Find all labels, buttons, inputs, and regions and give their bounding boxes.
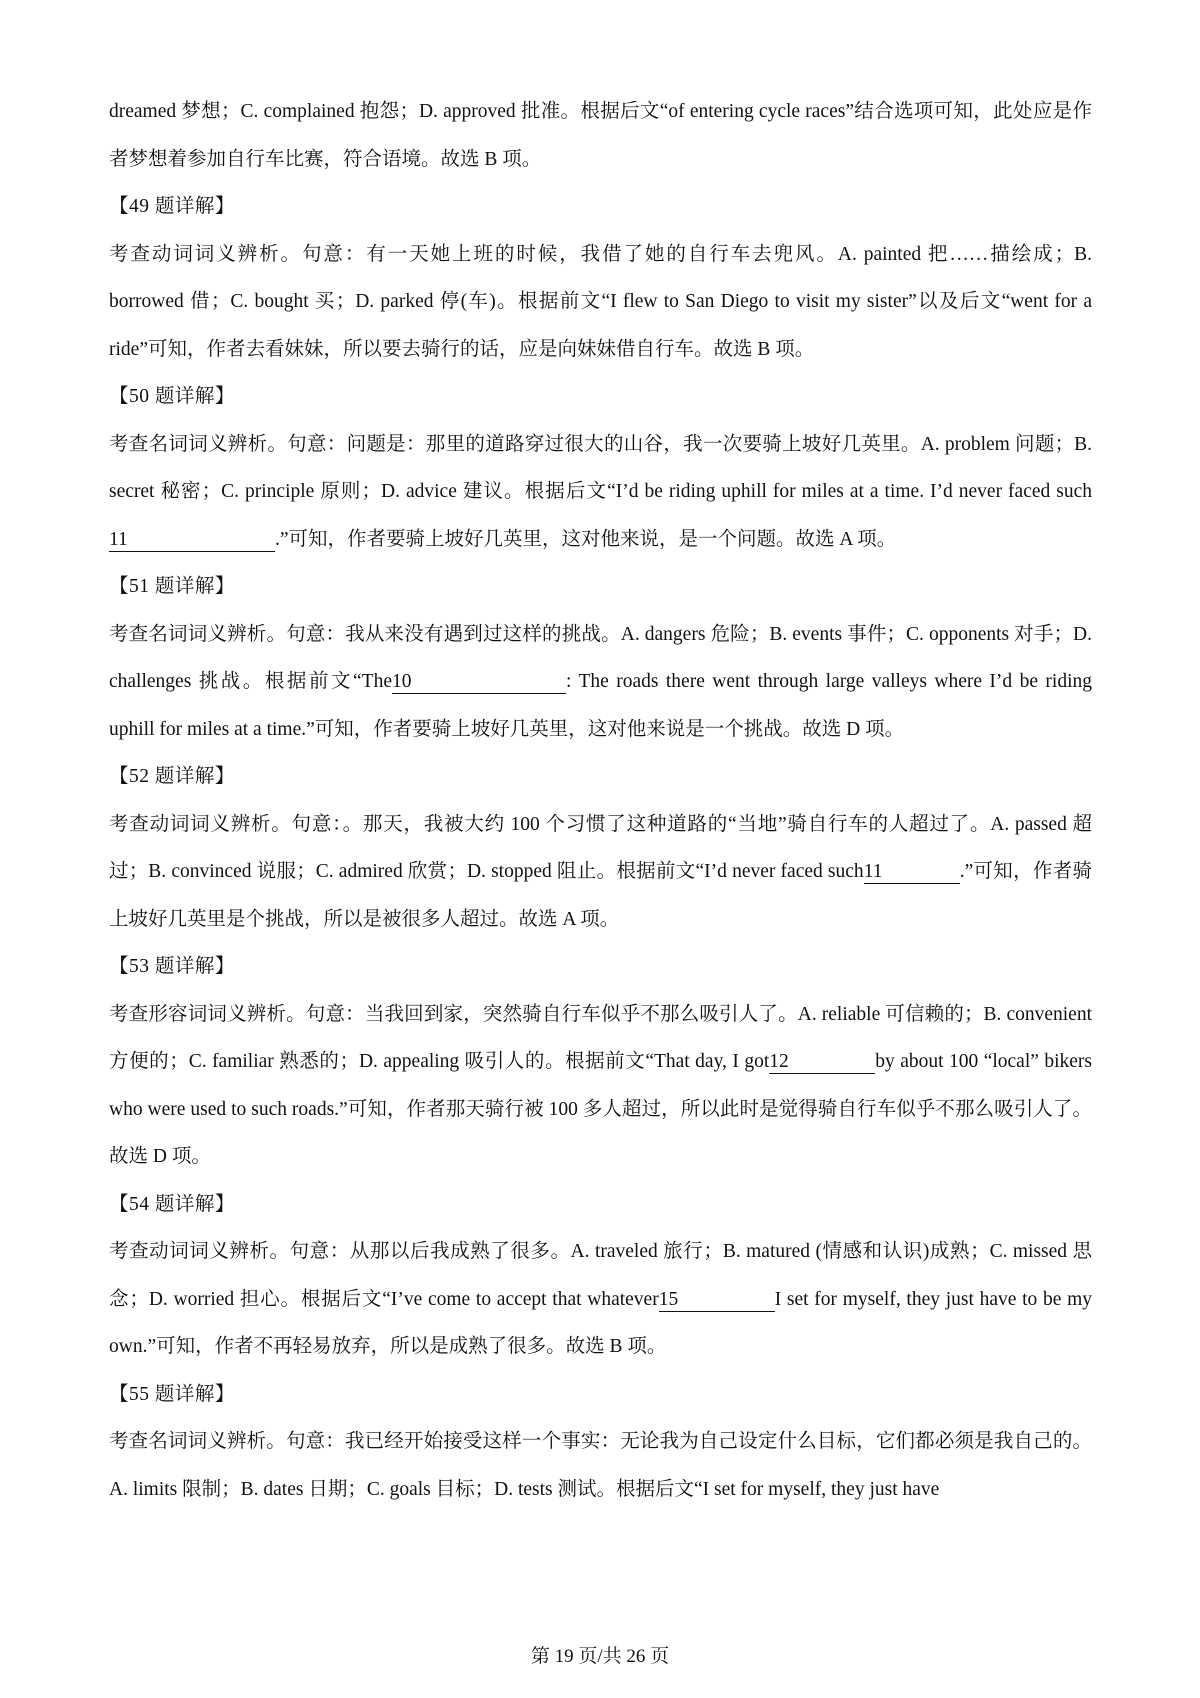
heading-question-51: 【51 题详解】 [109,576,235,597]
heading-question-50: 【50 题详解】 [109,386,235,407]
blank-line: 10 [392,671,566,694]
heading-question-49: 【49 题详解】 [109,196,235,217]
paragraph-question-49: 考查动词词义辨析。句意：有一天她上班的时候，我借了她的自行车去兜风。A. painted 把……描绘成；B. borrowed 借；C. bought 买；D. parked 停(车)。根据前文“I flew to San Diego to visit my sister”以及后文“went for a ride”可知，作者去看妹妹，所以要去骑行的话，应是向妹妹借自行车。故选 B 项。 [109,243,1092,360]
blank-line: 15 [659,1289,775,1312]
text-segment: by about 100 “local” bikers who were used to such roads.”可知，作者那天骑行被 100 多人超过，所以此时是觉得骑自行车似乎不那么吸引人了。故选 D 项。 [109,1051,1093,1167]
heading-question-55: 【55 题详解】 [109,1383,235,1405]
paragraph-question-55: 考查名词词义辨析。句意：我已经开始接受这样一个事实：无论我为自己设定什么目标，它们都必须是我自己的。A. limits 限制；B. dates 日期；C. goals 目标；D. tests 测试。根据后文“I set for myself, they just have [109,1431,1092,1500]
blank-line: 11 [109,529,275,552]
text-segment: I set for myself, they just have to be my own.”可知，作者不再轻易放弃，所以是成熟了很多。故选 B 项。 [109,1288,1093,1357]
text-segment: .”可知，作者要骑上坡好几英里，这对他来说，是一个问题。故选 A 项。 [275,528,897,550]
text-segment: 考查名词词义辨析。句意：我从来没有遇到过这样的挑战。A. dangers 危险；B. events 事件；C. opponents 对手；D. challenges 挑战。根据前文“The [109,623,1092,692]
blank-line: 11 [864,861,960,884]
text-segment: 考查名词词义辨析。句意：问题是：那里的道路穿过很大的山谷，我一次要骑上坡好几英里。A. problem 问题；B. secret 秘密；C. principle 原则；D. advice 建议。根据后文“I’d be riding uphill for miles at a time. I’d never faced such [109,433,1092,502]
paragraph-question-53 [109,991,1092,1181]
text-segment: 考查动词词义辨析。句意：从那以后我成熟了很多。A. traveled 旅行；B. matured (情感和认识)成熟；C. missed 思念；D. worried 担心。根据后文“I’ve come to accept that whatever [109,1241,1092,1310]
paragraph-question-54 [109,1228,1092,1371]
paragraph-48-continued: dreamed 梦想；C. complained 抱怨；D. approved 批准。根据后文“of entering cycle races”结合选项可知，此处应是作者梦想着参加自行车比赛，符合语境。故选 B 项。 [109,101,1092,170]
page-number: 第 19 页/共 26 页 [530,1646,670,1667]
text-segment: .”可知，作者骑上坡好几英里是个挑战，所以是被很多人超过。故选 A 项。 [109,861,1093,930]
heading-question-52: 【52 题详解】 [109,766,235,787]
text-segment: : The roads there went through large valleys where I’d be riding uphill for miles at a time.”可知，作者要骑上坡好几英里，这对他来说是一个挑战。故选 D 项。 [109,671,1092,740]
paragraph-question-51 [109,611,1092,754]
paragraph-question-50 [109,421,1092,564]
blank-line: 12 [769,1051,875,1074]
heading-question-54: 【54 题详解】 [109,1193,235,1215]
paragraph-question-52 [109,801,1092,944]
text-segment: 考查动词词义辨析。句意：。那天，我被大约 100 个习惯了这种道路的“当地”骑自行车的人超过了。A. passed 超过；B. convinced 说服；C. admired 欣赏；D. stopped 阻止。根据前文“I’d never faced such [109,813,1092,882]
heading-question-53: 【53 题详解】 [109,956,235,977]
text-segment: 考查形容词词义辨析。句意：当我回到家，突然骑自行车似乎不那么吸引人了。A. reliable 可信赖的；B. convenient 方便的；C. familiar 熟悉的；D. appealing 吸引人的。根据前文“That day, I got [109,1003,1092,1072]
